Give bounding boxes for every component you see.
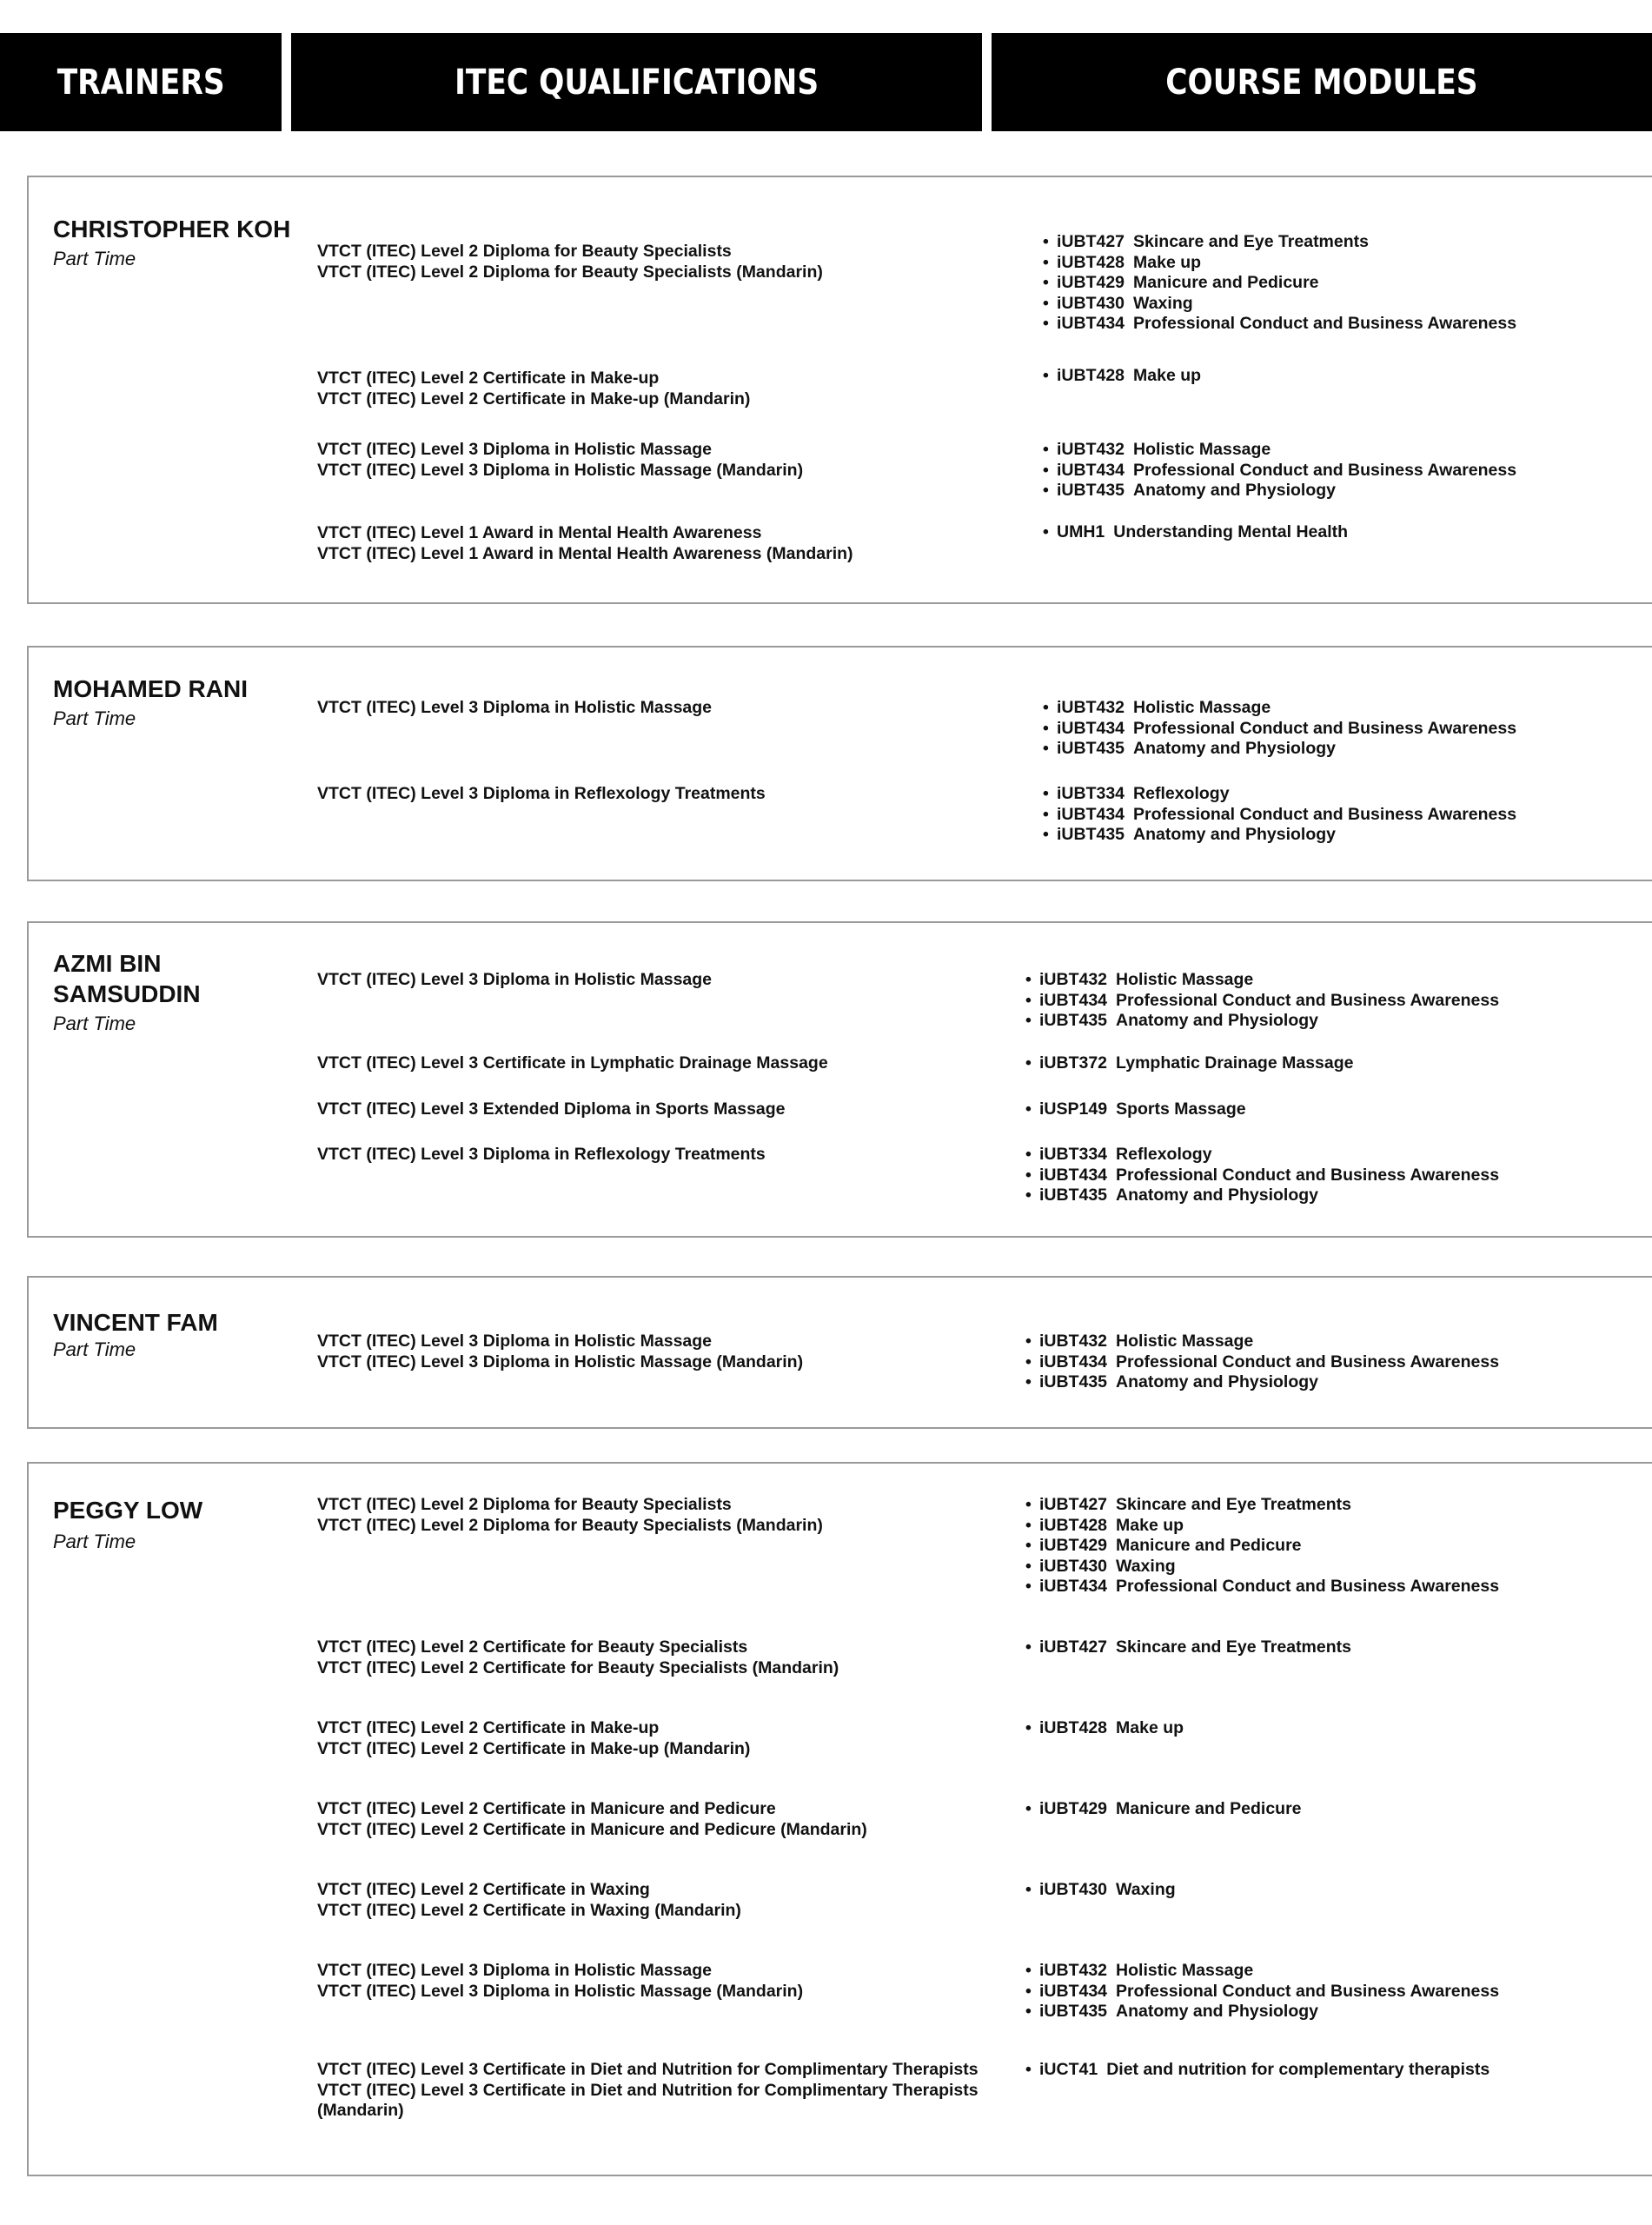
bullet-icon: • bbox=[1043, 804, 1049, 824]
module-list bbox=[1043, 366, 1652, 387]
qualification-title: VTCT (ITEC) Level 2 Certificate in Manicure and Pedicure bbox=[317, 1799, 776, 1818]
qualification-group bbox=[317, 2060, 1038, 2122]
qualification-title: VTCT (ITEC) Level 3 Diploma in Reflexology Treatments bbox=[317, 1145, 766, 1164]
bullet-icon: • bbox=[1025, 1556, 1032, 1576]
qualification-title: VTCT (ITEC) Level 2 Diploma for Beauty Specialists bbox=[317, 242, 732, 261]
module-title: Skincare and Eye Treatments bbox=[1116, 1637, 1351, 1657]
qualification-title: VTCT (ITEC) Level 3 Diploma in Holistic Massage (Mandarin) bbox=[317, 1352, 804, 1372]
trainer-role: Part Time bbox=[53, 1338, 136, 1360]
module-code: iUBT427 bbox=[1039, 1495, 1108, 1514]
module-item bbox=[1025, 1880, 1652, 1901]
module-code: iUBT434 bbox=[1039, 1577, 1108, 1596]
module-item bbox=[1043, 440, 1652, 461]
bullet-icon: • bbox=[1043, 784, 1049, 803]
module-code: iUBT435 bbox=[1039, 1372, 1108, 1391]
bullet-icon: • bbox=[1043, 522, 1049, 541]
module-code: iUBT428 bbox=[1057, 366, 1125, 385]
qualification-group bbox=[317, 1332, 1038, 1372]
bullet-icon: • bbox=[1025, 1799, 1032, 1818]
module-title: Holistic Massage bbox=[1116, 1961, 1254, 1980]
module-code: iUSP149 bbox=[1039, 1099, 1108, 1119]
qualification-title: VTCT (ITEC) Level 3 Certificate in Diet and Nutrition for Complimentary Therapists (Mandarin) bbox=[317, 2080, 979, 2120]
module-code: iUBT435 bbox=[1039, 2002, 1108, 2021]
bullet-icon: • bbox=[1025, 1186, 1032, 1205]
trainer-name: MOHAMED RANI bbox=[53, 675, 248, 702]
qualification-title: VTCT (ITEC) Level 2 Certificate in Make-up bbox=[317, 1718, 660, 1737]
bullet-icon: • bbox=[1043, 698, 1049, 717]
module-list bbox=[1043, 784, 1652, 846]
bullet-icon: • bbox=[1025, 1352, 1032, 1372]
module-item bbox=[1025, 1495, 1652, 1516]
module-code: iUBT435 bbox=[1057, 481, 1125, 500]
trainer-name: AZMI BIN SAMSUDDIN bbox=[53, 950, 201, 1007]
qualification-title: VTCT (ITEC) Level 2 Certificate in Waxing (Mandarin) bbox=[317, 1900, 741, 1920]
module-code: iUBT427 bbox=[1057, 232, 1125, 251]
module-item bbox=[1043, 825, 1652, 846]
qualifications-header: ITEC QUALIFICATIONS bbox=[291, 33, 982, 131]
module-title: Understanding Mental Health bbox=[1113, 522, 1349, 541]
trainer-card bbox=[27, 921, 1652, 1238]
module-title: Anatomy and Physiology bbox=[1116, 2002, 1318, 2021]
bullet-icon: • bbox=[1025, 1332, 1032, 1351]
qualification-title: VTCT (ITEC) Level 3 Diploma in Reflexology Treatments bbox=[317, 784, 766, 803]
bullet-icon: • bbox=[1025, 1495, 1032, 1514]
module-code: iUBT434 bbox=[1057, 314, 1125, 333]
bullet-icon: • bbox=[1043, 293, 1049, 313]
bullet-icon: • bbox=[1025, 990, 1032, 1010]
qualification-title: VTCT (ITEC) Level 3 Diploma in Holistic Massage bbox=[317, 698, 713, 717]
module-title: Anatomy and Physiology bbox=[1116, 1011, 1318, 1030]
module-title: Professional Conduct and Business Awareness bbox=[1133, 804, 1517, 824]
module-code: iUBT429 bbox=[1039, 1799, 1108, 1818]
module-title: Make up bbox=[1133, 366, 1202, 385]
qualification-title: VTCT (ITEC) Level 2 Certificate in Make-up (Mandarin) bbox=[317, 389, 751, 408]
module-title: Waxing bbox=[1116, 1556, 1176, 1576]
module-title: Lymphatic Drainage Massage bbox=[1116, 1053, 1354, 1073]
module-code: iUBT432 bbox=[1057, 440, 1125, 459]
module-code: iUBT429 bbox=[1039, 1536, 1108, 1555]
module-item bbox=[1025, 1982, 1652, 2002]
bullet-icon: • bbox=[1025, 1718, 1032, 1737]
module-title: Holistic Massage bbox=[1116, 1332, 1254, 1351]
module-item bbox=[1025, 1577, 1652, 1597]
module-item bbox=[1025, 1352, 1652, 1373]
module-title: Waxing bbox=[1116, 1880, 1176, 1899]
module-item bbox=[1025, 1099, 1652, 1120]
module-code: iUBT432 bbox=[1039, 1332, 1108, 1351]
qualification-title: VTCT (ITEC) Level 3 Diploma in Holistic Massage bbox=[317, 1961, 713, 1980]
module-code: iUBT430 bbox=[1057, 293, 1125, 313]
module-title: Skincare and Eye Treatments bbox=[1133, 232, 1369, 251]
module-title: Professional Conduct and Business Awareness bbox=[1133, 718, 1517, 738]
modules-header: COURSE MODULES bbox=[992, 33, 1652, 131]
bullet-icon: • bbox=[1025, 970, 1032, 989]
module-code: iUBT430 bbox=[1039, 1880, 1108, 1899]
module-list bbox=[1043, 440, 1652, 501]
module-item bbox=[1025, 1516, 1652, 1537]
bullet-icon: • bbox=[1043, 440, 1049, 459]
module-list bbox=[1025, 1053, 1652, 1074]
module-item bbox=[1025, 1718, 1652, 1739]
trainer-name: CHRISTOPHER KOH bbox=[53, 216, 291, 242]
bullet-icon: • bbox=[1025, 1053, 1032, 1073]
bullet-icon: • bbox=[1025, 1536, 1032, 1555]
module-item bbox=[1025, 1186, 1652, 1206]
module-list bbox=[1025, 1880, 1652, 1901]
trainer-name: VINCENT FAM bbox=[53, 1309, 218, 1336]
module-title: Make up bbox=[1133, 252, 1202, 272]
module-code: iUBT434 bbox=[1057, 804, 1125, 824]
module-item bbox=[1025, 1961, 1652, 1982]
bullet-icon: • bbox=[1025, 1637, 1032, 1657]
module-title: Holistic Massage bbox=[1116, 970, 1254, 989]
module-code: iUBT432 bbox=[1057, 698, 1125, 717]
bullet-icon: • bbox=[1025, 1165, 1032, 1185]
trainer-card bbox=[27, 1276, 1652, 1429]
module-item bbox=[1025, 991, 1652, 1012]
module-code: iUBT435 bbox=[1057, 739, 1125, 758]
qualification-group bbox=[317, 784, 1038, 805]
module-code: UMH1 bbox=[1057, 522, 1105, 541]
module-item bbox=[1025, 1799, 1652, 1820]
module-title: Professional Conduct and Business Awareness bbox=[1133, 460, 1517, 480]
qualification-title: VTCT (ITEC) Level 2 Diploma for Beauty Specialists (Mandarin) bbox=[317, 1515, 823, 1535]
module-title: Make up bbox=[1116, 1515, 1184, 1535]
qualification-title: VTCT (ITEC) Level 1 Award in Mental Health Awareness bbox=[317, 523, 762, 542]
module-item bbox=[1043, 698, 1652, 719]
module-item bbox=[1043, 273, 1652, 294]
module-code: iUCT41 bbox=[1039, 2060, 1098, 2079]
bullet-icon: • bbox=[1025, 1880, 1032, 1899]
qualification-group bbox=[317, 1880, 1038, 1921]
module-title: Waxing bbox=[1133, 293, 1193, 313]
qualification-group bbox=[317, 1718, 1038, 1759]
qualification-group bbox=[317, 242, 1038, 282]
module-item bbox=[1043, 739, 1652, 760]
qualification-group bbox=[317, 440, 1038, 481]
module-title: Professional Conduct and Business Awareness bbox=[1116, 990, 1500, 1010]
module-title: Sports Massage bbox=[1116, 1099, 1246, 1119]
module-code: iUBT434 bbox=[1039, 1981, 1108, 2001]
module-title: Anatomy and Physiology bbox=[1133, 825, 1336, 844]
module-item bbox=[1025, 1372, 1652, 1393]
module-title: Manicure and Pedicure bbox=[1133, 273, 1319, 292]
module-item bbox=[1043, 461, 1652, 482]
module-code: iUBT429 bbox=[1057, 273, 1125, 292]
module-item bbox=[1043, 314, 1652, 335]
bullet-icon: • bbox=[1043, 460, 1049, 480]
module-item bbox=[1043, 232, 1652, 253]
qualification-group bbox=[317, 369, 1038, 409]
trainer-card bbox=[27, 1462, 1652, 2176]
module-item bbox=[1043, 805, 1652, 826]
module-title: Professional Conduct and Business Awareness bbox=[1133, 314, 1517, 333]
bullet-icon: • bbox=[1025, 1961, 1032, 1980]
module-code: iUBT372 bbox=[1039, 1053, 1108, 1073]
module-list bbox=[1025, 1145, 1652, 1206]
bullet-icon: • bbox=[1043, 252, 1049, 272]
qualification-title: VTCT (ITEC) Level 3 Extended Diploma in Sports Massage bbox=[317, 1099, 786, 1119]
module-code: iUBT334 bbox=[1039, 1145, 1108, 1164]
qualification-group bbox=[317, 698, 1038, 719]
module-title: Reflexology bbox=[1133, 784, 1230, 803]
module-list bbox=[1025, 970, 1652, 1032]
module-list bbox=[1025, 1099, 1652, 1120]
qualification-title: VTCT (ITEC) Level 3 Diploma in Holistic Massage bbox=[317, 970, 713, 989]
qualification-group bbox=[317, 1145, 1038, 1166]
qualification-title: VTCT (ITEC) Level 2 Certificate in Make-up bbox=[317, 369, 660, 388]
module-code: iUBT432 bbox=[1039, 970, 1108, 989]
module-item bbox=[1043, 719, 1652, 740]
qualification-group bbox=[317, 1799, 1038, 1840]
module-title: Diet and nutrition for complementary therapists bbox=[1106, 2060, 1490, 2079]
module-item bbox=[1025, 1145, 1652, 1166]
trainer-role: Part Time bbox=[53, 707, 136, 729]
qualification-title: VTCT (ITEC) Level 3 Diploma in Holistic Massage bbox=[317, 1332, 713, 1351]
module-code: iUBT434 bbox=[1039, 990, 1108, 1010]
qualification-title: VTCT (ITEC) Level 2 Diploma for Beauty Specialists (Mandarin) bbox=[317, 262, 823, 282]
module-item bbox=[1025, 1536, 1652, 1557]
module-code: iUBT434 bbox=[1057, 718, 1125, 738]
bullet-icon: • bbox=[1043, 718, 1049, 738]
bullet-icon: • bbox=[1043, 481, 1049, 500]
qualification-title: VTCT (ITEC) Level 3 Diploma in Holistic Massage bbox=[317, 440, 713, 459]
bullet-icon: • bbox=[1025, 2060, 1032, 2079]
trainer-role: Part Time bbox=[53, 248, 136, 269]
qualification-group bbox=[317, 970, 1038, 991]
bullet-icon: • bbox=[1025, 1145, 1032, 1164]
bullet-icon: • bbox=[1025, 1099, 1032, 1119]
module-title: Anatomy and Physiology bbox=[1116, 1372, 1318, 1391]
module-item bbox=[1025, 1166, 1652, 1186]
qualification-title: VTCT (ITEC) Level 3 Diploma in Holistic Massage (Mandarin) bbox=[317, 460, 804, 480]
module-list bbox=[1043, 522, 1652, 543]
trainer-role: Part Time bbox=[53, 1013, 136, 1034]
module-item bbox=[1025, 1332, 1652, 1352]
module-list bbox=[1043, 698, 1652, 760]
module-title: Anatomy and Physiology bbox=[1133, 739, 1336, 758]
module-list bbox=[1025, 1495, 1652, 1597]
module-title: Manicure and Pedicure bbox=[1116, 1799, 1302, 1818]
bullet-icon: • bbox=[1025, 1577, 1032, 1596]
module-title: Anatomy and Physiology bbox=[1116, 1186, 1318, 1205]
module-title: Professional Conduct and Business Awareness bbox=[1116, 1981, 1500, 2001]
module-list bbox=[1025, 1332, 1652, 1393]
module-list bbox=[1025, 1961, 1652, 2022]
module-code: iUBT434 bbox=[1039, 1352, 1108, 1372]
module-title: Manicure and Pedicure bbox=[1116, 1536, 1302, 1555]
module-item bbox=[1025, 970, 1652, 991]
qualification-title: VTCT (ITEC) Level 1 Award in Mental Health Awareness (Mandarin) bbox=[317, 543, 853, 563]
module-item bbox=[1025, 1637, 1652, 1658]
module-item bbox=[1025, 1053, 1652, 1074]
trainer-card bbox=[27, 646, 1652, 881]
qualification-title: VTCT (ITEC) Level 3 Diploma in Holistic Massage (Mandarin) bbox=[317, 1981, 804, 2001]
module-code: iUBT334 bbox=[1057, 784, 1125, 803]
module-list bbox=[1025, 2060, 1652, 2081]
qualification-title: VTCT (ITEC) Level 2 Certificate in Make-up (Mandarin) bbox=[317, 1738, 751, 1758]
qualification-group bbox=[317, 1053, 1038, 1074]
bullet-icon: • bbox=[1025, 1515, 1032, 1535]
module-item bbox=[1043, 784, 1652, 805]
bullet-icon: • bbox=[1025, 1011, 1032, 1030]
qualification-group bbox=[317, 1099, 1038, 1120]
module-code: iUBT430 bbox=[1039, 1556, 1108, 1576]
bullet-icon: • bbox=[1025, 2002, 1032, 2021]
bullet-icon: • bbox=[1043, 366, 1049, 385]
bullet-icon: • bbox=[1043, 825, 1049, 844]
module-code: iUBT428 bbox=[1039, 1515, 1108, 1535]
module-code: iUBT428 bbox=[1039, 1718, 1108, 1737]
module-title: Anatomy and Physiology bbox=[1133, 481, 1336, 500]
qualification-group bbox=[317, 1495, 1038, 1536]
module-code: iUBT428 bbox=[1057, 252, 1125, 272]
module-title: Professional Conduct and Business Awareness bbox=[1116, 1352, 1500, 1372]
qualification-title: VTCT (ITEC) Level 2 Diploma for Beauty Specialists bbox=[317, 1495, 732, 1514]
module-code: iUBT434 bbox=[1057, 460, 1125, 480]
qualification-title: VTCT (ITEC) Level 3 Certificate in Diet and Nutrition for Complimentary Therapists bbox=[317, 2060, 979, 2079]
bullet-icon: • bbox=[1043, 739, 1049, 758]
bullet-icon: • bbox=[1043, 273, 1049, 292]
module-item bbox=[1043, 366, 1652, 387]
module-item bbox=[1043, 522, 1652, 543]
module-item bbox=[1025, 2060, 1652, 2081]
module-code: iUBT427 bbox=[1039, 1637, 1108, 1657]
qualification-group bbox=[317, 1637, 1038, 1678]
module-title: Professional Conduct and Business Awareness bbox=[1116, 1165, 1500, 1185]
bullet-icon: • bbox=[1043, 314, 1049, 333]
trainer-name: PEGGY LOW bbox=[53, 1497, 203, 1524]
module-title: Reflexology bbox=[1116, 1145, 1212, 1164]
module-title: Holistic Massage bbox=[1133, 698, 1271, 717]
qualification-title: VTCT (ITEC) Level 2 Certificate for Beauty Specialists bbox=[317, 1637, 748, 1657]
trainers-header: TRAINERS bbox=[0, 33, 282, 131]
module-item bbox=[1025, 1557, 1652, 1577]
module-code: iUBT434 bbox=[1039, 1165, 1108, 1185]
module-title: Holistic Massage bbox=[1133, 440, 1271, 459]
bullet-icon: • bbox=[1025, 1981, 1032, 2001]
module-item bbox=[1043, 253, 1652, 274]
module-list bbox=[1025, 1718, 1652, 1739]
module-item bbox=[1025, 1011, 1652, 1032]
module-list bbox=[1043, 232, 1652, 335]
qualification-title: VTCT (ITEC) Level 3 Certificate in Lymphatic Drainage Massage bbox=[317, 1053, 828, 1073]
module-item bbox=[1043, 481, 1652, 501]
module-title: Skincare and Eye Treatments bbox=[1116, 1495, 1351, 1514]
qualification-title: VTCT (ITEC) Level 2 Certificate in Waxing bbox=[317, 1880, 650, 1899]
module-code: iUBT435 bbox=[1057, 825, 1125, 844]
module-list bbox=[1025, 1799, 1652, 1820]
module-item bbox=[1043, 294, 1652, 315]
qualification-group bbox=[317, 523, 1038, 564]
module-list bbox=[1025, 1637, 1652, 1658]
module-code: iUBT435 bbox=[1039, 1186, 1108, 1205]
module-title: Make up bbox=[1116, 1718, 1184, 1737]
module-code: iUBT432 bbox=[1039, 1961, 1108, 1980]
trainer-role: Part Time bbox=[53, 1531, 136, 1552]
module-item bbox=[1025, 2002, 1652, 2022]
qualification-group bbox=[317, 1961, 1038, 2002]
bullet-icon: • bbox=[1043, 232, 1049, 251]
module-code: iUBT435 bbox=[1039, 1011, 1108, 1030]
bullet-icon: • bbox=[1025, 1372, 1032, 1391]
qualification-title: VTCT (ITEC) Level 2 Certificate for Beauty Specialists (Mandarin) bbox=[317, 1657, 839, 1677]
module-title: Professional Conduct and Business Awareness bbox=[1116, 1577, 1500, 1596]
qualification-title: VTCT (ITEC) Level 2 Certificate in Manicure and Pedicure (Mandarin) bbox=[317, 1819, 867, 1839]
trainer-card bbox=[27, 176, 1652, 604]
